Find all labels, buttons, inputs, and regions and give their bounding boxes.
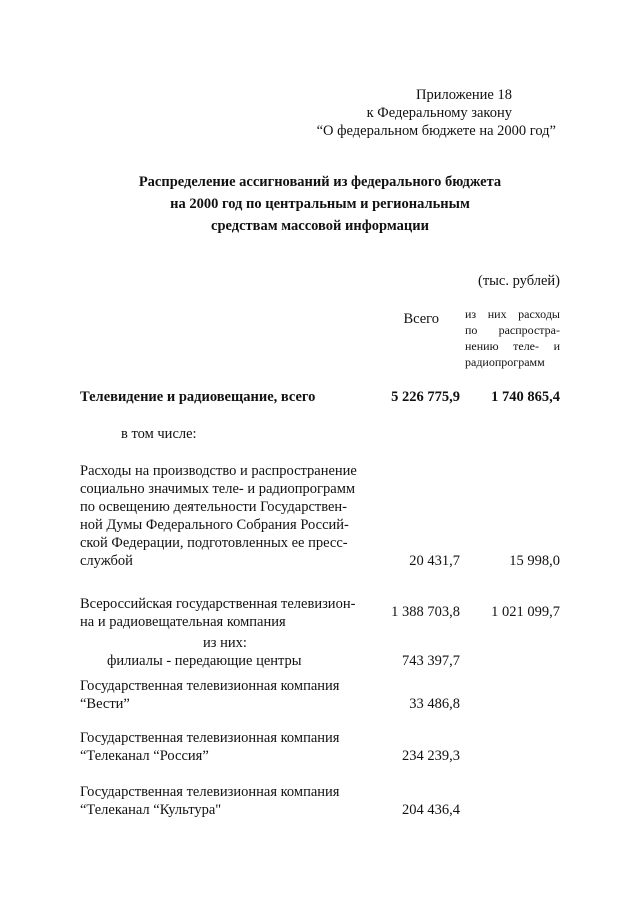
vgtrk-row-label-line: на и радиовещательная компания [80,614,286,630]
appendix-law-ref: к Федеральному закону [366,105,512,121]
duma-row-distribution: 15 998,0 [509,553,560,569]
document-title-line-1: Распределение ассигнований из федерального бюджета [138,174,502,190]
vesti-row-label-line: Государственная телевизионная компания [80,678,340,694]
column-header-distribution-line: радиопрограмм [465,355,545,369]
duma-row-label-line: Расходы на производство и распространение [80,463,357,479]
appendix-number: Приложение 18 [416,87,512,103]
units-label: (тыс. рублей) [478,273,560,289]
duma-row-label-line: службой [80,553,133,569]
column-header-distribution-line: по распростра- [465,323,560,337]
including-label: в том числе: [121,426,197,442]
kultura-row-label-line: Государственная телевизионная компания [80,784,340,800]
vgtrk-row-label-line: Всероссийская государственная телевизион- [80,596,356,612]
duma-row-total: 20 431,7 [409,553,460,569]
document-title-line-3: средствам массовой информации [211,218,429,234]
kultura-row-total: 204 436,4 [402,802,460,818]
vesti-row-label-line: “Вести” [80,696,130,712]
duma-row-label-line: ной Думы Федерального Собрания Россий- [80,517,349,533]
column-header-total: Всего [403,311,439,327]
duma-row-label-line: ской Федерации, подготовленных ее пресс- [80,535,348,551]
total-row-label: Телевидение и радиовещание, всего [80,389,316,405]
vesti-row-total: 33 486,8 [409,696,460,712]
duma-row-label-line: социально значимых теле- и радиопрограмм [80,481,356,497]
of-them-label: из них: [203,635,247,651]
rossiya-row-total: 234 239,3 [402,748,460,764]
vgtrk-row-total: 1 388 703,8 [391,604,460,620]
rossiya-row-label-line: “Телеканал “Россия” [80,748,209,764]
duma-row-label-line: по освещению деятельности Государствен- [80,499,348,515]
vgtrk-row-distribution: 1 021 099,7 [491,604,560,620]
kultura-row-label-line: “Телеканал “Культура" [80,802,222,818]
document-title-line-2: на 2000 год по центральным и региональным [170,196,470,212]
column-header-distribution-line: нению теле- и [465,339,560,353]
branches-row-total: 743 397,7 [402,653,460,669]
rossiya-row-label-line: Государственная телевизионная компания [80,730,340,746]
column-header-distribution [465,306,560,370]
total-row-total: 5 226 775,9 [391,389,460,405]
branches-row-label: филиалы - передающие центры [107,653,302,669]
total-row-distribution: 1 740 865,4 [491,389,560,405]
appendix-law-title: “О федеральном бюджете на 2000 год” [316,123,556,139]
column-header-distribution-line: из них расходы [465,307,560,321]
